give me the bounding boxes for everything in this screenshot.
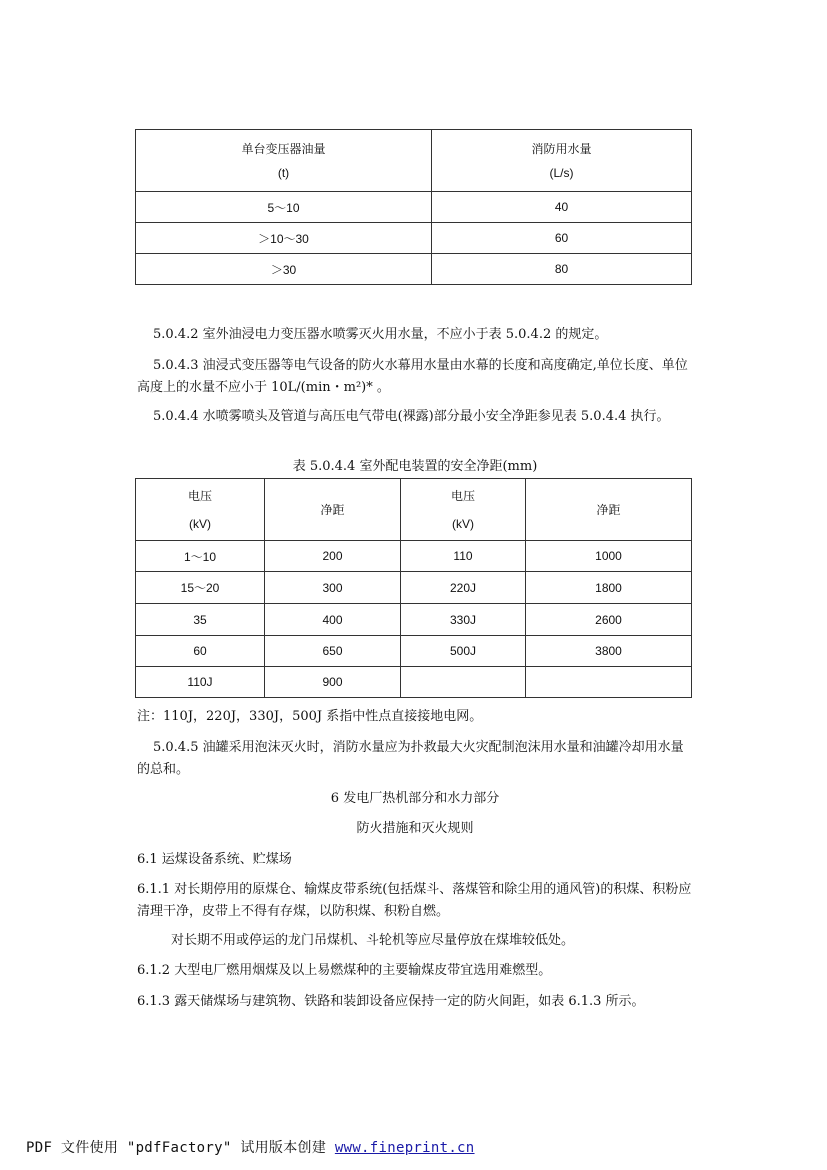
oil-unit: (t) <box>277 165 290 180</box>
footer-link[interactable]: www.fineprint.cn <box>334 1140 475 1156</box>
table2-caption: 表 5.0.4.4 室外配电装置的安全净距(mm) <box>292 459 538 474</box>
voltage-header-cell <box>136 479 265 541</box>
paragraph-613: 6.1.3 露天储煤场与建筑物、铁路和装卸设备应保持一定的防火间距，如表 6.1.3 所示。 <box>137 994 645 1009</box>
table-row <box>136 572 692 604</box>
clearance-cell: 300 <box>265 572 401 604</box>
voltage-cell: 35 <box>136 604 265 636</box>
clearance-cell: 900 <box>265 667 401 698</box>
clearance-cell <box>526 667 692 698</box>
voltage-cell: 110 <box>401 541 526 572</box>
clearance-cell: 3800 <box>526 636 692 667</box>
table-row <box>136 192 692 223</box>
paragraph-5045: 5.0.4.5 油罐采用泡沫灭火时，消防水量应为扑救最大火灾配制泡沫用水量和油罐冷却用水量的总和。 <box>137 740 684 777</box>
clearance-header: 净距 <box>265 479 401 541</box>
voltage-header: 电压 <box>450 488 475 503</box>
clearance-cell: 650 <box>265 636 401 667</box>
water-header-cell <box>432 130 692 192</box>
oil-cell: ＞10～30 <box>136 223 432 254</box>
clearance-cell: 400 <box>265 604 401 636</box>
oil-cell: ＞30 <box>136 254 432 285</box>
oil-header: 单台变压器油量 <box>241 141 326 156</box>
water-unit: (L/s) <box>549 165 574 180</box>
paragraph-611: 6.1.1 对长期停用的原煤仓、输煤皮带系统(包括煤斗、落煤管和除尘用的通风管)的积煤、积粉应清理干净，皮带上不得有存煤，以防积煤、积粉自燃。 <box>137 882 692 919</box>
heading-6-1: 6.1 运煤设备系统、贮煤场 <box>137 852 292 867</box>
water-cell: 60 <box>432 223 692 254</box>
oil-header-cell <box>136 130 432 192</box>
table-row <box>136 223 692 254</box>
section-title: 6 发电厂热机部分和水力部分 <box>330 791 500 806</box>
voltage-cell: 60 <box>136 636 265 667</box>
voltage-header: 电压 <box>187 488 212 503</box>
voltage-unit: (kV) <box>452 516 474 531</box>
table-row <box>136 254 692 285</box>
water-cell: 40 <box>432 192 692 223</box>
clearance-header: 净距 <box>526 479 692 541</box>
voltage-header-cell <box>401 479 526 541</box>
voltage-cell <box>401 667 526 698</box>
table-row <box>136 636 692 667</box>
table2-note: 注：110J，220J，330J，500J 系指中性点直接接地电网。 <box>137 709 483 724</box>
paragraph-612: 6.1.2 大型电厂燃用烟煤及以上易燃煤种的主要输煤皮带宜选用难燃型。 <box>137 963 552 978</box>
voltage-unit: (kV) <box>189 516 211 531</box>
clearance-cell: 2600 <box>526 604 692 636</box>
paragraph-611b: 对长期不用或停运的龙门吊煤机、斗轮机等应尽量停放在煤堆较低处。 <box>171 933 575 948</box>
transformer-water-table <box>135 129 692 285</box>
clearance-table <box>135 478 692 698</box>
voltage-cell: 500J <box>401 636 526 667</box>
table-row <box>136 541 692 572</box>
paragraph-5044: 5.0.4.4 水喷雾喷头及管道与高压电气带电(裸露)部分最小安全净距参见表 5.0.4.4 执行。 <box>153 409 670 424</box>
pdf-footer <box>26 1137 475 1157</box>
section-subtitle: 防火措施和灭火规则 <box>356 821 474 836</box>
clearance-cell: 1000 <box>526 541 692 572</box>
water-header: 消防用水量 <box>531 141 592 156</box>
table-row <box>136 604 692 636</box>
oil-cell: 5～10 <box>136 192 432 223</box>
clearance-cell: 200 <box>265 541 401 572</box>
voltage-cell: 1～10 <box>136 541 265 572</box>
paragraph-5042: 5.0.4.2 室外油浸电力变压器水喷雾灭火用水量，不应小于表 5.0.4.2 的规定。 <box>153 327 608 342</box>
voltage-cell: 110J <box>136 667 265 698</box>
voltage-cell: 330J <box>401 604 526 636</box>
voltage-cell: 220J <box>401 572 526 604</box>
paragraph-5043: 5.0.4.3 油浸式变压器等电气设备的防火水幕用水量由水幕的长度和高度确定,单位长度、单位高度上的水量不应小于 10L/(min・m²)* 。 <box>137 358 688 395</box>
table-row <box>136 667 692 698</box>
clearance-cell: 1800 <box>526 572 692 604</box>
water-cell: 80 <box>432 254 692 285</box>
voltage-cell: 15～20 <box>136 572 265 604</box>
footer-text: PDF 文件使用 "pdfFactory" 试用版本创建 <box>26 1140 335 1156</box>
